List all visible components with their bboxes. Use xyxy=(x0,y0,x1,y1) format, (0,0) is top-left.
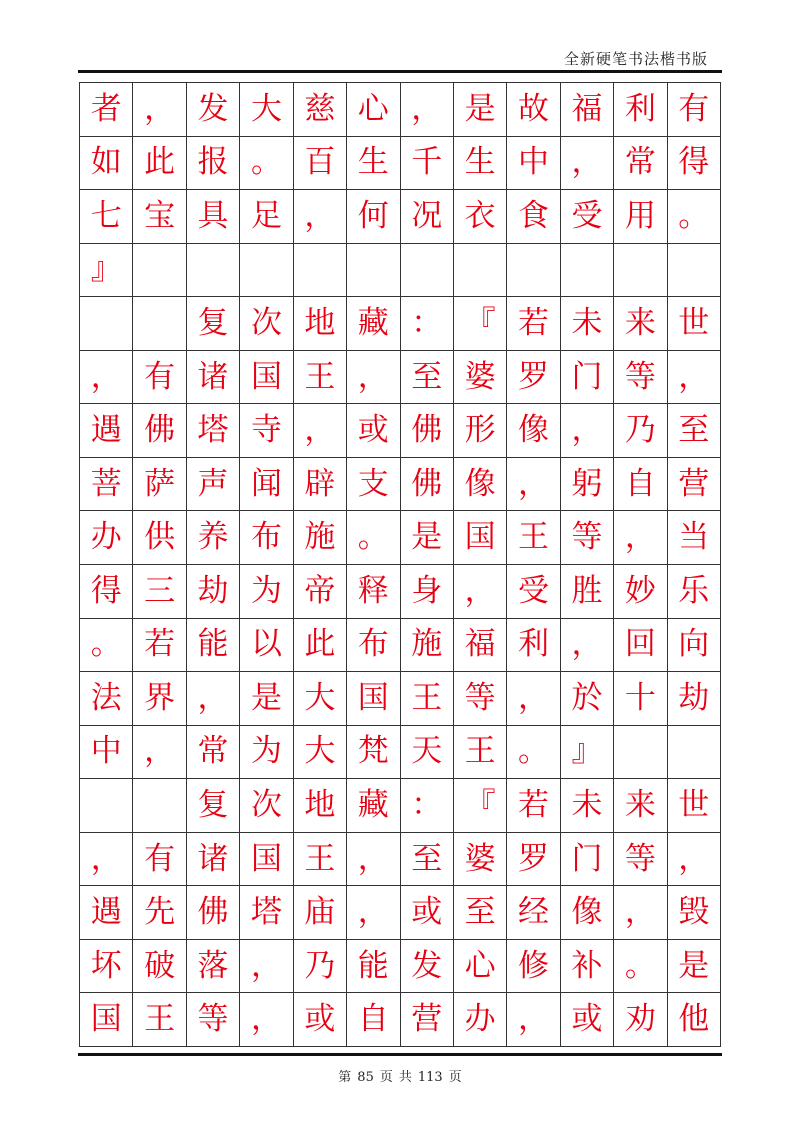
grid-cell: 福 xyxy=(561,83,614,137)
grid-cell: 报 xyxy=(187,137,240,191)
grid-cell: 具 xyxy=(187,190,240,244)
grid-cell: 施 xyxy=(401,619,454,673)
grid-cell: 是 xyxy=(668,940,721,994)
grid-cell: 是 xyxy=(401,511,454,565)
grid-cell: 布 xyxy=(240,511,293,565)
grid-cell: 常 xyxy=(187,726,240,780)
grid-cell: ， xyxy=(668,833,721,887)
grid-cell: 此 xyxy=(133,137,186,191)
grid-cell: 塔 xyxy=(187,404,240,458)
grid-cell xyxy=(133,297,186,351)
grid-cell: ， xyxy=(294,404,347,458)
grid-cell: 至 xyxy=(401,351,454,405)
grid-cell: 自 xyxy=(614,458,667,512)
grid-cell: ， xyxy=(561,404,614,458)
grid-cell xyxy=(133,244,186,298)
grid-cell: 生 xyxy=(454,137,507,191)
grid-cell: 食 xyxy=(507,190,560,244)
grid-cell: 毁 xyxy=(668,886,721,940)
grid-cell: 为 xyxy=(240,565,293,619)
grid-cell: 帝 xyxy=(294,565,347,619)
grid-cell: ， xyxy=(507,458,560,512)
grid-cell: 地 xyxy=(294,779,347,833)
grid-cell xyxy=(80,297,133,351)
grid-cell: ， xyxy=(668,351,721,405)
grid-cell: 发 xyxy=(401,940,454,994)
grid-cell: 像 xyxy=(561,886,614,940)
grid-cell: 办 xyxy=(80,511,133,565)
grid-cell: 心 xyxy=(347,83,400,137)
grid-cell: 先 xyxy=(133,886,186,940)
grid-cell: 躬 xyxy=(561,458,614,512)
grid-cell: 王 xyxy=(401,672,454,726)
grid-cell: 利 xyxy=(507,619,560,673)
grid-cell: 梵 xyxy=(347,726,400,780)
grid-cell: 生 xyxy=(347,137,400,191)
grid-cell: 有 xyxy=(133,833,186,887)
grid-cell: 劝 xyxy=(614,993,667,1047)
grid-cell xyxy=(614,244,667,298)
grid-cell: 婆 xyxy=(454,351,507,405)
grid-cell: 等 xyxy=(187,993,240,1047)
grid-cell: 何 xyxy=(347,190,400,244)
grid-cell: 等 xyxy=(614,833,667,887)
grid-cell: 施 xyxy=(294,511,347,565)
grid-cell: 形 xyxy=(454,404,507,458)
grid-cell: 身 xyxy=(401,565,454,619)
grid-cell: 国 xyxy=(80,993,133,1047)
grid-cell: 受 xyxy=(507,565,560,619)
grid-cell: 佛 xyxy=(401,458,454,512)
grid-cell: 况 xyxy=(401,190,454,244)
grid-cell: 乃 xyxy=(294,940,347,994)
grid-cell: 劫 xyxy=(187,565,240,619)
footer-prefix: 第 xyxy=(338,1070,352,1085)
grid-cell: 遇 xyxy=(80,886,133,940)
grid-cell: 补 xyxy=(561,940,614,994)
grid-cell: 当 xyxy=(668,511,721,565)
grid-cell: 如 xyxy=(80,137,133,191)
grid-cell: ， xyxy=(347,886,400,940)
grid-cell: 乃 xyxy=(614,404,667,458)
grid-cell: 能 xyxy=(187,619,240,673)
grid-cell: 世 xyxy=(668,297,721,351)
grid-cell: 像 xyxy=(507,404,560,458)
grid-cell: 次 xyxy=(240,297,293,351)
footer-total-prefix: 共 xyxy=(398,1070,412,1085)
grid-cell: 像 xyxy=(454,458,507,512)
grid-cell: 王 xyxy=(507,511,560,565)
grid-cell: 胜 xyxy=(561,565,614,619)
grid-cell: 世 xyxy=(668,779,721,833)
grid-cell: 至 xyxy=(668,404,721,458)
grid-cell: 来 xyxy=(614,297,667,351)
grid-cell: 。 xyxy=(347,511,400,565)
grid-cell: 以 xyxy=(240,619,293,673)
grid-cell: 法 xyxy=(80,672,133,726)
grid-cell: 故 xyxy=(507,83,560,137)
page-number: 85 xyxy=(357,1070,374,1085)
grid-cell: 国 xyxy=(240,833,293,887)
grid-cell: 』 xyxy=(561,726,614,780)
grid-cell: 为 xyxy=(240,726,293,780)
grid-cell xyxy=(187,244,240,298)
grid-cell: 寺 xyxy=(240,404,293,458)
footer-total-unit: 页 xyxy=(448,1070,462,1085)
grid-cell: 『 xyxy=(454,297,507,351)
grid-cell: 妙 xyxy=(614,565,667,619)
grid-cell: 门 xyxy=(561,833,614,887)
grid-cell: 至 xyxy=(454,886,507,940)
grid-cell: 是 xyxy=(454,83,507,137)
grid-cell: 心 xyxy=(454,940,507,994)
grid-cell: 罗 xyxy=(507,833,560,887)
grid-cell: ： xyxy=(401,297,454,351)
grid-cell: 者 xyxy=(80,83,133,137)
grid-cell: 等 xyxy=(561,511,614,565)
grid-cell: 等 xyxy=(614,351,667,405)
page-footer xyxy=(0,1066,800,1085)
grid-cell: 或 xyxy=(347,404,400,458)
grid-cell: 营 xyxy=(668,458,721,512)
grid-cell xyxy=(294,244,347,298)
grid-cell: ， xyxy=(347,351,400,405)
header-rule xyxy=(78,70,722,73)
grid-cell: 十 xyxy=(614,672,667,726)
grid-cell: ， xyxy=(240,993,293,1047)
grid-cell: 劫 xyxy=(668,672,721,726)
grid-cell: 大 xyxy=(240,83,293,137)
grid-cell: 百 xyxy=(294,137,347,191)
footer-rule xyxy=(78,1053,722,1056)
grid-cell: ， xyxy=(561,619,614,673)
grid-cell xyxy=(401,244,454,298)
grid-cell: 诸 xyxy=(187,351,240,405)
grid-cell: 王 xyxy=(133,993,186,1047)
grid-cell: 发 xyxy=(187,83,240,137)
grid-cell: 受 xyxy=(561,190,614,244)
grid-cell: ， xyxy=(507,993,560,1047)
grid-cell: 。 xyxy=(240,137,293,191)
grid-cell: 塔 xyxy=(240,886,293,940)
grid-cell: 地 xyxy=(294,297,347,351)
grid-cell: 宝 xyxy=(133,190,186,244)
grid-cell: ， xyxy=(614,511,667,565)
grid-cell: 国 xyxy=(454,511,507,565)
grid-cell: 若 xyxy=(507,297,560,351)
grid-cell: 。 xyxy=(80,619,133,673)
grid-cell: 是 xyxy=(240,672,293,726)
grid-cell: 常 xyxy=(614,137,667,191)
grid-cell: ， xyxy=(347,833,400,887)
grid-cell: 办 xyxy=(454,993,507,1047)
calligraphy-grid xyxy=(79,82,721,1047)
grid-cell: 落 xyxy=(187,940,240,994)
grid-cell: 。 xyxy=(614,940,667,994)
grid-cell: 萨 xyxy=(133,458,186,512)
grid-cell: 用 xyxy=(614,190,667,244)
grid-cell xyxy=(668,244,721,298)
grid-cell: 。 xyxy=(668,190,721,244)
grid-cell: 国 xyxy=(347,672,400,726)
grid-cell: 有 xyxy=(668,83,721,137)
grid-cell: 门 xyxy=(561,351,614,405)
grid-cell: 佛 xyxy=(133,404,186,458)
grid-cell: ， xyxy=(614,886,667,940)
grid-cell: 等 xyxy=(454,672,507,726)
grid-cell xyxy=(454,244,507,298)
grid-cell: ， xyxy=(80,833,133,887)
grid-cell: 利 xyxy=(614,83,667,137)
grid-cell xyxy=(347,244,400,298)
grid-cell: 慈 xyxy=(294,83,347,137)
grid-cell: 界 xyxy=(133,672,186,726)
total-pages: 113 xyxy=(417,1070,443,1085)
grid-cell: 复 xyxy=(187,779,240,833)
grid-cell xyxy=(80,779,133,833)
grid-cell: 中 xyxy=(507,137,560,191)
grid-cell: 能 xyxy=(347,940,400,994)
grid-cell: 藏 xyxy=(347,779,400,833)
grid-cell: 修 xyxy=(507,940,560,994)
grid-cell: 若 xyxy=(507,779,560,833)
grid-cell: 闻 xyxy=(240,458,293,512)
grid-cell: 未 xyxy=(561,779,614,833)
grid-cell: 遇 xyxy=(80,404,133,458)
grid-cell: 千 xyxy=(401,137,454,191)
grid-cell: 或 xyxy=(401,886,454,940)
grid-cell: 或 xyxy=(561,993,614,1047)
grid-cell: 得 xyxy=(80,565,133,619)
grid-cell: ， xyxy=(561,137,614,191)
grid-cell: 得 xyxy=(668,137,721,191)
footer-page-unit: 页 xyxy=(379,1070,393,1085)
grid-cell xyxy=(240,244,293,298)
grid-cell: 未 xyxy=(561,297,614,351)
grid-cell: ， xyxy=(507,672,560,726)
grid-cell: ， xyxy=(133,726,186,780)
grid-cell: 诸 xyxy=(187,833,240,887)
grid-cell: ， xyxy=(454,565,507,619)
grid-cell: ， xyxy=(187,672,240,726)
grid-cell: 罗 xyxy=(507,351,560,405)
grid-cell: ， xyxy=(240,940,293,994)
grid-cell: ： xyxy=(401,779,454,833)
grid-cell: 至 xyxy=(401,833,454,887)
grid-cell: 声 xyxy=(187,458,240,512)
grid-cell: 向 xyxy=(668,619,721,673)
grid-cell: 次 xyxy=(240,779,293,833)
grid-cell: 王 xyxy=(294,833,347,887)
grid-cell xyxy=(668,726,721,780)
grid-cell: 菩 xyxy=(80,458,133,512)
grid-cell: 布 xyxy=(347,619,400,673)
grid-cell: 或 xyxy=(294,993,347,1047)
grid-cell: 』 xyxy=(80,244,133,298)
grid-cell: 有 xyxy=(133,351,186,405)
grid-cell: 藏 xyxy=(347,297,400,351)
grid-cell: 支 xyxy=(347,458,400,512)
grid-cell: 王 xyxy=(454,726,507,780)
grid-cell: 衣 xyxy=(454,190,507,244)
grid-cell: 他 xyxy=(668,993,721,1047)
grid-cell: 。 xyxy=(507,726,560,780)
grid-cell: 王 xyxy=(294,351,347,405)
grid-cell: 国 xyxy=(240,351,293,405)
grid-cell: 经 xyxy=(507,886,560,940)
grid-cell xyxy=(133,779,186,833)
grid-cell: 福 xyxy=(454,619,507,673)
grid-cell: 辟 xyxy=(294,458,347,512)
grid-cell: 婆 xyxy=(454,833,507,887)
grid-cell: 乐 xyxy=(668,565,721,619)
grid-cell xyxy=(614,726,667,780)
grid-cell: 庙 xyxy=(294,886,347,940)
header-title: 全新硬笔书法楷书版 xyxy=(563,50,708,68)
grid-cell: ， xyxy=(133,83,186,137)
grid-cell: 营 xyxy=(401,993,454,1047)
grid-cell: 佛 xyxy=(187,886,240,940)
grid-cell: 回 xyxy=(614,619,667,673)
grid-cell: 坏 xyxy=(80,940,133,994)
grid-cell: 大 xyxy=(294,672,347,726)
grid-cell: 来 xyxy=(614,779,667,833)
grid-cell: ， xyxy=(294,190,347,244)
grid-cell: 『 xyxy=(454,779,507,833)
grid-cell: 破 xyxy=(133,940,186,994)
grid-cell: ， xyxy=(80,351,133,405)
grid-cell: 佛 xyxy=(401,404,454,458)
grid-cell: 大 xyxy=(294,726,347,780)
grid-cell: 足 xyxy=(240,190,293,244)
grid-cell: 若 xyxy=(133,619,186,673)
grid-cell: 养 xyxy=(187,511,240,565)
grid-cell: 复 xyxy=(187,297,240,351)
grid-cell: 中 xyxy=(80,726,133,780)
grid-cell: 天 xyxy=(401,726,454,780)
grid-cell xyxy=(507,244,560,298)
grid-cell: ， xyxy=(401,83,454,137)
grid-cell: 自 xyxy=(347,993,400,1047)
grid-cell: 三 xyxy=(133,565,186,619)
grid-cell: 供 xyxy=(133,511,186,565)
grid-cell: 此 xyxy=(294,619,347,673)
grid-cell: 於 xyxy=(561,672,614,726)
grid-cell: 释 xyxy=(347,565,400,619)
grid-cell: 七 xyxy=(80,190,133,244)
grid-cell xyxy=(561,244,614,298)
